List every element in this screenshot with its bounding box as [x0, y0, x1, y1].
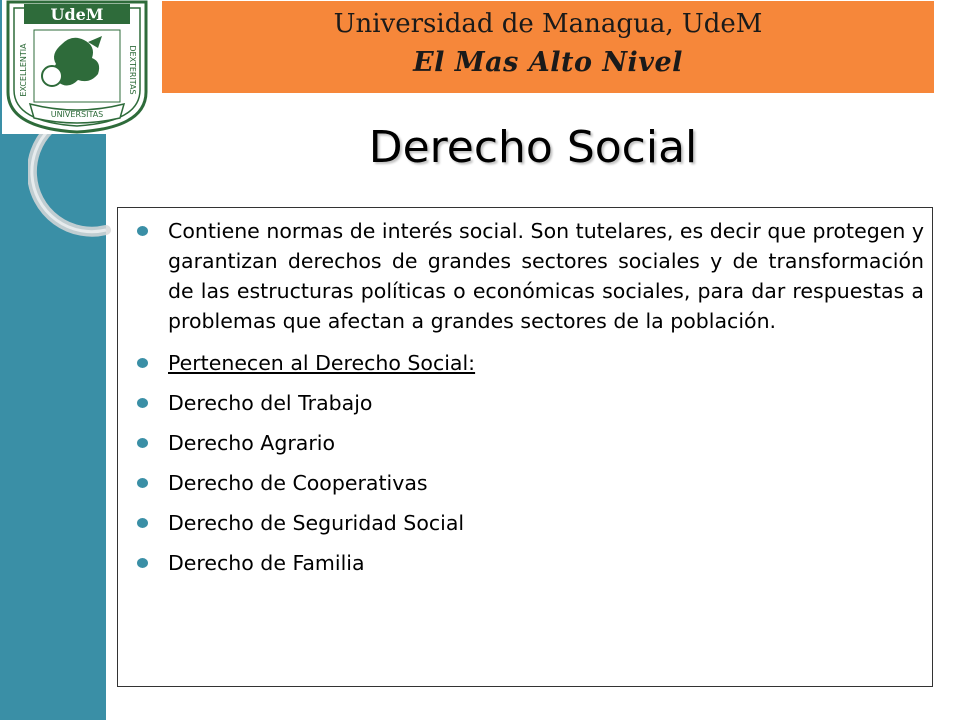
university-name: Universidad de Managua, UdeM [333, 9, 763, 39]
list-item-label: Derecho de Seguridad Social [168, 511, 465, 535]
page-title: Derecho Social [368, 122, 698, 173]
list-item [134, 388, 924, 418]
bullet-list [134, 216, 924, 588]
list-item-label: Derecho de Familia [168, 551, 365, 575]
bullet-icon [137, 358, 148, 368]
logo-bottom-text: UNIVERSITAS [50, 110, 104, 119]
university-logo [2, 0, 152, 134]
bullet-icon [137, 558, 148, 568]
header-banner [162, 1, 934, 93]
university-motto: El Mas Alto Nivel [413, 47, 683, 78]
list-item [134, 428, 924, 458]
bullet-icon [137, 226, 148, 236]
logo-left-text: EXCELLENTIA [19, 43, 28, 97]
list-item-label: Derecho de Cooperativas [168, 471, 428, 495]
subheading: Pertenecen al Derecho Social: [168, 351, 476, 375]
list-item-label: Derecho del Trabajo [168, 391, 373, 415]
bullet-icon [137, 478, 148, 488]
list-item [134, 508, 924, 538]
list-item-label: Derecho Agrario [168, 431, 336, 455]
bullet-icon [137, 438, 148, 448]
bullet-icon [137, 518, 148, 528]
logo-brand: UdeM [50, 5, 104, 24]
bullet-icon [137, 398, 148, 408]
list-item [134, 468, 924, 498]
list-item [134, 348, 924, 378]
list-item [134, 216, 924, 336]
logo-right-text: DEXTERITAS [128, 45, 137, 95]
description-paragraph: Contiene normas de interés social. Son tutelares, es decir que protegen y garantizan derechos de grandes sectores sociales y de transformación de las estructuras políticas o económicas sociales, para dar respuestas a problemas que afectan a grandes sectores de la población. [168, 219, 924, 333]
list-item [134, 548, 924, 578]
content-box [117, 207, 933, 687]
